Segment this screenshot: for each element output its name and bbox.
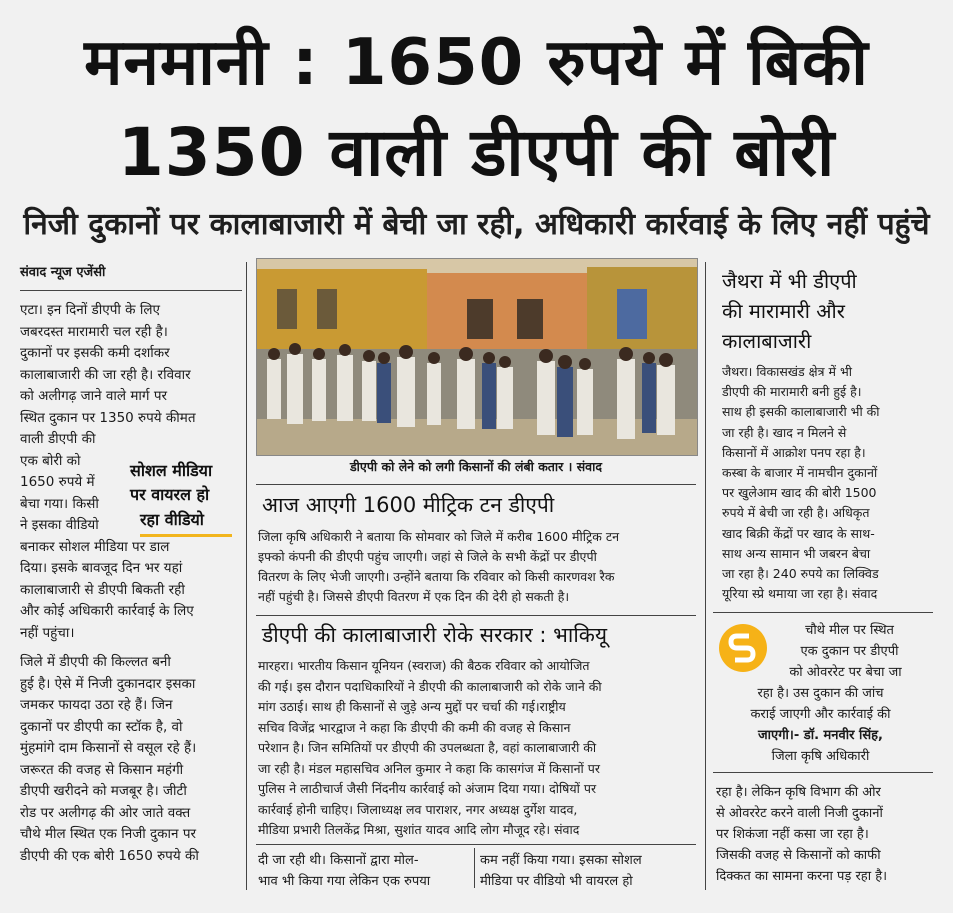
divider-right — [705, 262, 706, 890]
text-line: मारहरा। भारतीय किसान यूनियन (स्वराज) की बैठक रविवार को आयोजित — [258, 658, 590, 673]
right-bottom-body — [716, 782, 934, 887]
text-line: मुंहमांगे दाम किसानों से वसूल रहे हैं। — [20, 740, 197, 756]
headline-line-1: मनमानी : 1650 रुपये में बिकी — [84, 26, 869, 100]
pull-quote-underline — [140, 534, 232, 537]
text-line: जैथरा। विकासखंड क्षेत्र में भी — [722, 364, 852, 379]
text-line: दिया। इसके बावजूद दिन भर यहां — [20, 560, 183, 576]
text-line: बेचा गया। किसी — [20, 495, 99, 512]
headline-line-2: 1350 वाली डीएपी की बोरी — [117, 114, 836, 191]
text-line: डीएपी की मारामारी बनी हुई है। — [722, 384, 862, 400]
text-line: जबरदस्त मारामारी चल रही है। — [20, 323, 168, 340]
text-line: जाएगी।- डॉ. मनवीर सिंह, — [758, 728, 883, 743]
text-line: कार्रवाई होनी चाहिए। जिलाध्यक्ष लव पाराशर, नगर अध्यक्ष दुर्गेश यादव, — [258, 801, 578, 817]
divider-left — [246, 262, 247, 890]
text-line: जरूरत की वजह से किसान महंगी — [20, 761, 184, 778]
text-line: इफ्को कंपनी की डीएपी पहुंच जाएगी। जहां से जिले के सभी केंद्रों पर डीएपी — [258, 549, 597, 564]
pull-quote-line-2: पर वायरल हो — [130, 485, 210, 504]
text-line: दुकानों पर इसकी कमी दर्शाकर — [20, 345, 170, 361]
photo-caption: डीएपी को लेने को लगी किसानों की लंबी कतार । संवाद — [349, 459, 602, 474]
text-line: एटा। इन दिनों डीएपी के लिए — [20, 302, 160, 318]
text-line: बनाकर सोशल मीडिया पर डाल — [20, 538, 170, 555]
text-line: रोड पर अलीगढ़ की ओर जाते वक्त — [20, 804, 191, 821]
text-line: जा रही है। मंडल महासचिव अनिल कुमार ने कहा कि कासगंज में किसानों पर — [258, 760, 600, 776]
text-line: कम नहीं किया गया। इसका सोशल — [480, 853, 642, 868]
story2-heading: आज आएगी 1600 मीट्रिक टन डीएपी — [262, 493, 555, 517]
text-line: जा रही है। खाद न मिलने से — [722, 424, 847, 440]
byline: संवाद न्यूज एजेंसी — [20, 265, 106, 280]
divider-story2 — [256, 484, 696, 485]
text-line: को अलीगढ़ जाने वाले मार्ग पर — [20, 388, 168, 404]
text-line: साथ अन्य सामान भी जबरन बेचा — [722, 545, 871, 561]
text-line: किसानों में आक्रोश पनप रहा है। — [722, 444, 866, 460]
text-line: नहीं पहुंचा। — [20, 624, 75, 641]
official-quote-box — [713, 620, 933, 775]
text-line: वाली डीएपी की — [20, 431, 96, 447]
text-line: यूरिया स्प्रे थमाया जा रहा है। संवाद — [722, 586, 878, 602]
text-line: स्थित दुकान पर 1350 रुपये कीमत — [20, 409, 196, 426]
text-line: दिक्कत का सामना करना पड़ रहा है। — [716, 869, 888, 884]
text-line: कस्बा के बाजार में नामचीन दुकानों — [722, 465, 878, 481]
text-line: डीएपी खरीदने को मजबूर है। जीटी — [20, 783, 187, 799]
text-line: एक बोरी को — [20, 452, 81, 469]
text-line: जिसकी वजह से किसानों को काफी — [716, 848, 881, 863]
left-column — [20, 300, 240, 867]
story3-body — [258, 656, 696, 841]
queue-photo-illustration — [257, 259, 697, 455]
text-line: की गई। इस दौरान पदाधिकारियों ने डीएपी की कालाबाजारी को रोके जाने की — [258, 678, 602, 694]
story2-body — [258, 527, 696, 607]
divider-right-1 — [713, 612, 933, 613]
text-line: जिला कृषि अधिकारी — [771, 749, 870, 764]
text-line: दी जा रही थी। किसानों द्वारा मोल- — [258, 853, 419, 868]
text-line: वितरण के लिए भेजी जाएगी। उन्होंने बताया कि रविवार को किसी कारणवश रैक — [258, 569, 615, 584]
story4-heading-line-2: की मारामारी और — [722, 299, 845, 323]
quote-text — [713, 620, 928, 767]
news-photo — [256, 258, 698, 456]
text-line: से ओवररेट करने वाली निजी दुकानों — [716, 806, 883, 821]
text-line: पर शिकंजा नहीं कसा जा रहा है। — [716, 827, 869, 842]
text-line: को ओवररेट पर बेचा जा — [789, 665, 902, 680]
text-line: जमकर फायदा उठा रहे हैं। जिन — [20, 697, 173, 713]
text-line: हुई है। ऐसे में निजी दुकानदार इसका — [20, 675, 196, 692]
divider-bottom-split — [474, 848, 475, 888]
pull-quote-line-3: रहा वीडियो — [140, 510, 204, 529]
text-line: ने इसका वीडियो — [20, 517, 99, 533]
story4-heading-line-3: कालाबाजारी — [722, 329, 812, 353]
subheadline: निजी दुकानों पर कालाबाजारी में बेची जा रही, अधिकारी कार्रवाई के लिए नहीं पहुंचे — [23, 207, 930, 242]
text-line: जिला कृषि अधिकारी ने बताया कि सोमवार को जिले में करीब 1600 मीट्रिक टन — [258, 529, 620, 544]
text-line: 1650 रुपये में — [20, 474, 95, 490]
text-line: साथ ही इसकी कालाबाजारी भी की — [722, 404, 880, 420]
text-line: कराई जाएगी और कार्रवाई की — [750, 707, 891, 722]
continuation-col-b — [480, 850, 696, 892]
story3-heading: डीएपी की कालाबाजारी रोके सरकार : भाकियू — [262, 623, 608, 647]
text-line: रुपये में बेची जा रही है। अधिकृत — [722, 505, 870, 521]
text-line: और कोई अधिकारी कार्रवाई के लिए — [20, 603, 194, 619]
text-line: जिले में डीएपी की किल्लत बनी — [20, 654, 171, 670]
continuation-col-a — [258, 850, 470, 892]
text-line: नहीं पहुंची है। जिससे डीएपी वितरण में एक दिन की देरी हो सकती है। — [258, 589, 570, 604]
text-line: सचिव विजेंद्र भारद्वाज ने कहा कि डीएपी की कमी की वजह से किसान — [258, 719, 571, 735]
text-line: दुकानों पर डीएपी का स्टॉक है, वो — [20, 718, 183, 735]
divider-story3 — [256, 615, 696, 616]
text-line: रहा है। लेकिन कृषि विभाग की ओर — [716, 785, 881, 800]
text-line: कालाबाजारी से डीएपी बिकती रही — [20, 581, 185, 598]
pull-quote-line-1: सोशल मीडिया — [130, 461, 213, 480]
text-line: भाव भी किया गया लेकिन एक रुपया — [258, 874, 431, 889]
text-line: मीडिया पर वीडियो भी वायरल हो — [480, 874, 633, 889]
text-line: चौथे मील स्थित एक निजी दुकान पर — [20, 826, 197, 842]
text-line: खाद बिक्री केंद्रों पर खाद के साथ- — [722, 525, 875, 541]
text-line: पुलिस ने लाठीचार्ज जैसी निंदनीय कार्रवाई को अंजाम दिया गया। दोषियों पर — [258, 781, 597, 796]
text-line: मांग उठाई। साथ ही किसानों से जुड़े अन्य मुद्दों पर चर्चा की गई।राष्ट्रीय — [258, 699, 566, 714]
story4-heading-line-1: जैथरा में भी डीएपी — [722, 269, 857, 293]
text-line: जा रहा है। 240 रुपये का लिक्विड — [722, 566, 879, 582]
text-line: एक दुकान पर डीएपी — [800, 644, 899, 659]
divider-top-left — [20, 290, 242, 291]
text-line: चौथे मील पर स्थित — [805, 623, 894, 638]
text-line: रहा है। उस दुकान की जांच — [757, 686, 884, 701]
text-line: कालाबाजारी की जा रही है। रविवार — [20, 366, 191, 383]
text-line: पर खुलेआम खाद की बोरी 1500 — [722, 485, 877, 501]
story4-body — [722, 362, 932, 604]
divider-bottom-center — [256, 844, 696, 845]
text-line: परेशान है। जिन समितियों पर डीएपी की उपलब्धता है, वहां कालाबाजारी की — [258, 740, 597, 755]
text-line: डीएपी की एक बोरी 1650 रुपये की — [20, 847, 199, 864]
text-line: मीडिया प्रभारी तिलकेंद्र मिश्रा, सुशांत यादव आदि लोग मौजूद रहे। संवाद — [258, 822, 580, 837]
